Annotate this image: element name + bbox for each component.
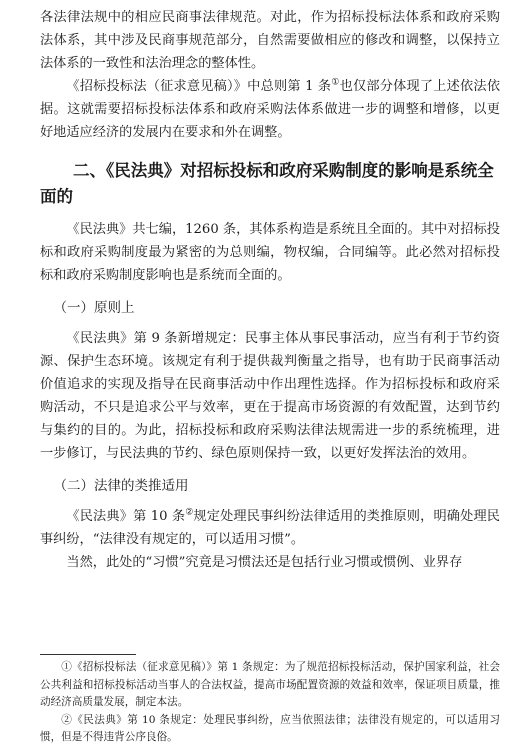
paragraph-bidding-law-draft xyxy=(40,75,500,144)
subsection-heading-principles: （一）原则上 xyxy=(53,300,135,316)
section-heading: 二、《民法典》对招标投标和政府采购制度的影响是系统全面的 xyxy=(40,161,494,206)
paragraph-text: 规定处理民事纠纷法律适用的类推原则，明确处理民事纠纷，“法律没有规定的，可以适用习惯”。 xyxy=(40,509,500,547)
paragraph-text: 《民法典》第 10 条 xyxy=(66,509,186,524)
paragraph-article-9: 《民法典》第 9 条新增规定：民事主体从事民事活动，应当有利于节约资源、保护生态环境。该规定有利于提供裁判衡量之指导，也有助于民商事活动价值追求的实现及指导在民商事活动中作出理性选择。作为招标投标和政府采购活动，不只是追求公平与效率，更在于提高市场资源的有效配置，达到节约与集约的目的。为此，招标投标和政府采购法律法规需进一步的系统梳理，进一步修订，与民法典的节约、绿色原则保持一致，以更好发挥法治的效用。 xyxy=(40,331,500,461)
footnote-divider xyxy=(40,654,136,655)
subsection-heading-analogy: （二）法律的类推适用 xyxy=(53,478,189,494)
paragraph-civil-code-structure: 《民法典》共七编，1260 条，其体系构造是系统且全面的。其中对招标投标和政府采购制度最为紧密的为总则编，物权编，合同编等。此必然对招标投标和政府采购制度影响也是系统而全面的。 xyxy=(40,222,500,283)
paragraph-article-10 xyxy=(40,505,500,551)
footnote-ref-1[interactable]: ① xyxy=(331,77,340,88)
document-body xyxy=(40,6,500,574)
footnote-ref-2[interactable]: ② xyxy=(185,507,194,518)
footnote-1: ①《招标投标法（征求意见稿）》第 1 条规定：为了规范招标投标活动，保护国家利益，社会公共利益和招标投标活动当事人的合法权益，提高市场配置资源的效益和效率，保证项目质量，推动经济高质量发展，制定本法。 xyxy=(40,661,500,708)
paragraph-text: 也仅部分体现了上述依法依据。这就需要招标投标法体系和政府采购法体系做进一步的调整和增修，以更好地适应经济的发展内在要求和外在调整。 xyxy=(40,79,501,140)
footnotes xyxy=(40,654,500,747)
paragraph-custom: 当然，此处的“习惯”究竟是习惯法还是包括行业习惯或惯例、业界存 xyxy=(66,555,463,570)
footnote-2: ②《民法典》第 10 条规定：处理民事纠纷，应当依照法律；法律没有规定的，可以适用习惯，但是不得违背公序良俗。 xyxy=(40,713,500,743)
paragraph-continued: 各法律法规中的相应民商事法律规范。对此，作为招标投标法体系和政府采购法体系，其中涉及民商事规范部分，自然需要做相应的修改和调整，以保持立法体系的一致性和法治理念的整体性。 xyxy=(40,10,500,71)
paragraph-text: 《招标投标法（征求意见稿）》中总则第 1 条 xyxy=(66,79,332,94)
